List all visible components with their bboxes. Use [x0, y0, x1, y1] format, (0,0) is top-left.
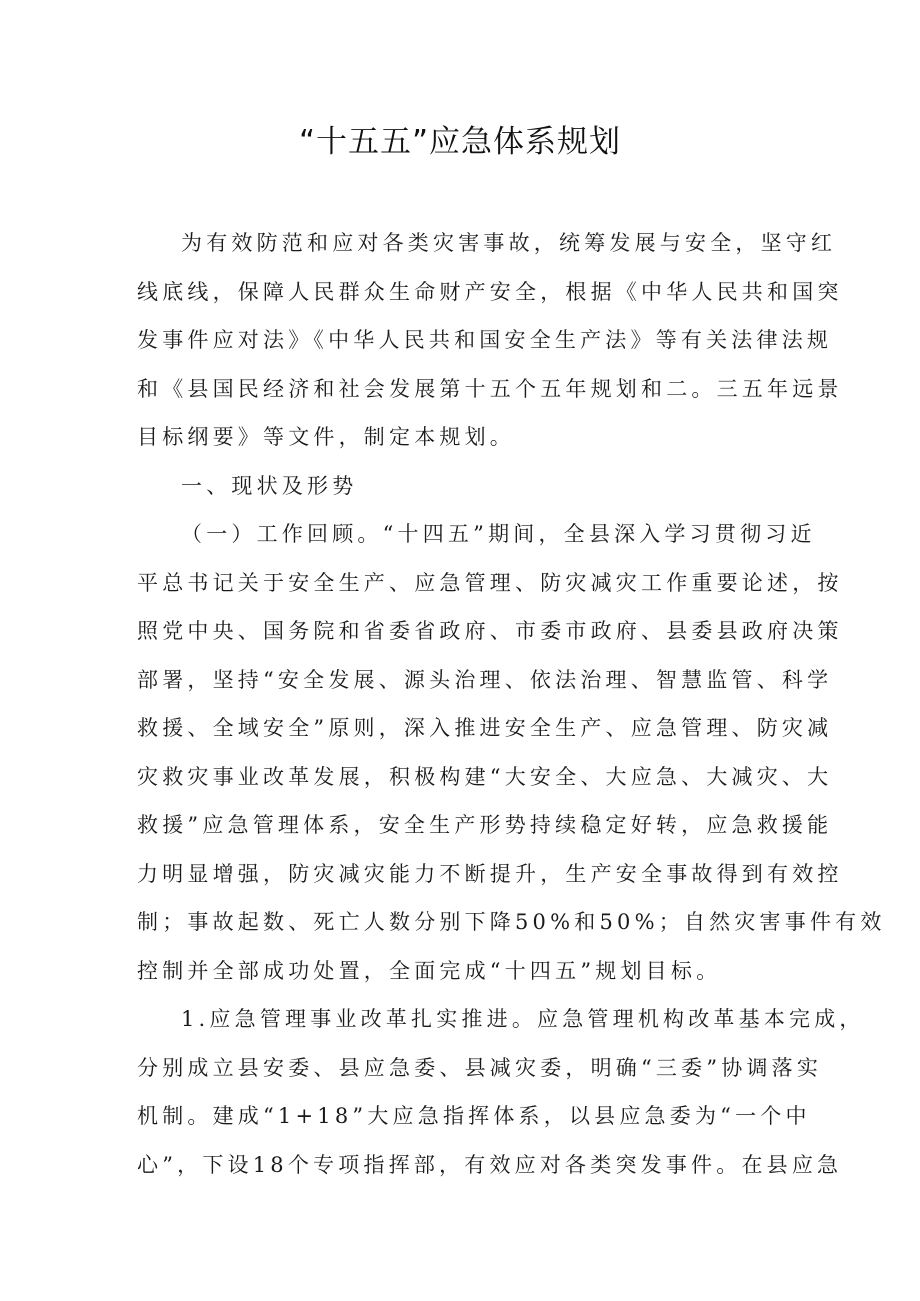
paragraph-line: 和《县国民经济和社会发展第十五个五年规划和二。三五年远景	[137, 376, 843, 401]
paragraph-line: 为有效防范和应对各类灾害事故，统筹发展与安全，坚守红	[181, 231, 837, 255]
paragraph-line: （一）工作回顾。“十四五”期间，全县深入学习贯彻习近	[181, 522, 816, 546]
paragraph-line: 制；事故起数、死亡人数分别下降50%和50%；自然灾害事件有效	[137, 910, 886, 934]
paragraph-line: 心”，下设18个专项指挥部，有效应对各类突发事件。在县应急	[137, 1152, 843, 1177]
document-title: “十五五”应急体系规划	[298, 124, 622, 160]
paragraph-line: 分别成立县安委、县应急委、县减灾委，明确“三委”协调落实	[137, 1055, 823, 1080]
paragraph-line: 线底线，保障人民群众生命财产安全，根据《中华人民共和国突	[137, 279, 843, 304]
paragraph-line: 平总书记关于安全生产、应急管理、防灾减灾工作重要论述，按	[137, 570, 843, 595]
paragraph-line: 发事件应对法》《中华人民共和国安全生产法》等有关法律法规	[137, 328, 833, 352]
section-heading: 一、现状及形势	[181, 473, 358, 498]
paragraph-line: 控制并全部成功处置，全面完成“十四五”规划目标。	[137, 958, 722, 983]
paragraph-line: 部署，坚持“安全发展、源头治理、依法治理、智慧监管、科学	[137, 667, 833, 692]
paragraph-line: 救援”应急管理体系，安全生产形势持续稳定好转，应急救援能	[137, 813, 833, 837]
document-body	[137, 219, 886, 1189]
paragraph-line: 救援、全域安全”原则，深入推进安全生产、应急管理、防灾减	[137, 716, 833, 740]
paragraph-line: 照党中央、国务院和省委省政府、市委市政府、县委县政府决策	[137, 619, 843, 643]
paragraph-line: 灾救灾事业改革发展，积极构建“大安全、大应急、大减灾、大	[137, 764, 833, 789]
paragraph-line: 1.应急管理事业改革扎实推进。应急管理机构改革基本完成，	[181, 1007, 865, 1031]
paragraph-line: 机制。建成“1+18”大应急指挥体系，以县应急委为“一个中	[137, 1104, 811, 1128]
paragraph-line: 目标纲要》等文件，制定本规划。	[137, 425, 515, 449]
paragraph-line: 力明显增强，防灾减灾能力不断提升，生产安全事故得到有效控	[137, 861, 843, 886]
